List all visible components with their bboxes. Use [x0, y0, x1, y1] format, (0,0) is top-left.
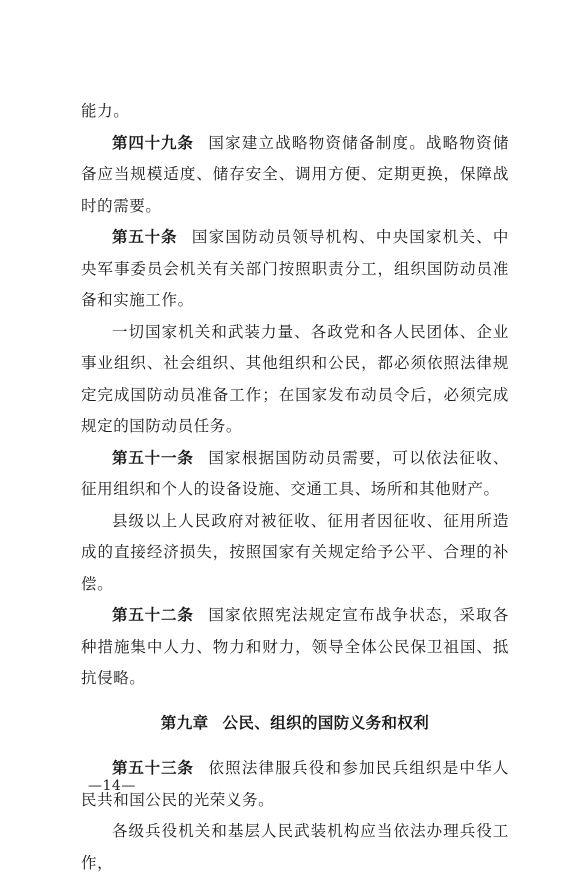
paragraph-text: 一切国家机关和武装力量、各政党和各人民团体、企业事业组织、社会组织、其他组织和公民，都必须依照法律规定完成国防动员准备工作；在国家发布动员令后，必须完成规定的国防动员任务。 [81, 322, 509, 435]
document-body [81, 96, 509, 879]
paragraph-article-53 [81, 753, 509, 816]
paragraph-text: 国家建立战略物资储备制度。战略物资储备应当规模适度、储存安全、调用方便、定期更换，保障战时的需要。 [81, 133, 509, 215]
paragraph-text: 各级兵役机关和基层人民武装机构应当依法办理兵役工作， [81, 822, 509, 872]
chapter-heading [81, 708, 509, 740]
paragraph-article-52 [81, 600, 509, 695]
chapter-number: 第九章 [160, 713, 209, 732]
chapter-title: 公民、组织的国防义务和权利 [222, 713, 430, 732]
paragraph-3 [81, 317, 509, 443]
paragraph-text: 国家根据国防动员需要，可以依法征收、征用组织和个人的设备设施、交通工具、场所和其他财产。 [81, 448, 509, 498]
paragraph-after-1 [81, 816, 509, 879]
article-heading: 第五十三条 [112, 759, 194, 777]
paragraph-article-50 [81, 222, 509, 317]
article-heading: 第五十一条 [112, 448, 194, 467]
paragraph-0 [81, 96, 509, 128]
paragraph-text: 依照法律服兵役和参加民兵组织是中华人民共和国公民的光荣义务。 [81, 759, 509, 809]
paragraph-article-51 [81, 443, 509, 506]
page-number: —14— [88, 778, 136, 794]
article-heading: 第五十条 [112, 228, 178, 246]
paragraph-text: 国家依照宪法规定宣布战争状态，采取各种措施集中人力、物力和财力，领导全体公民保卫祖国、抵抗侵略。 [81, 606, 509, 687]
paragraph-article-49 [81, 128, 509, 223]
paragraph-text: 县级以上人民政府对被征收、征用者因征收、征用所造成的直接经济损失，按照国家有关规定给予公平、合理的补偿。 [81, 511, 509, 593]
paragraph-text: 国家国防动员领导机构、中央国家机关、中央军事委员会机关有关部门按照职责分工，组织国防动员准备和实施工作。 [81, 228, 509, 309]
article-heading: 第四十九条 [112, 133, 194, 152]
paragraph-5 [81, 506, 509, 601]
paragraph-text: 能力。 [81, 102, 130, 120]
article-heading: 第五十二条 [112, 606, 194, 624]
